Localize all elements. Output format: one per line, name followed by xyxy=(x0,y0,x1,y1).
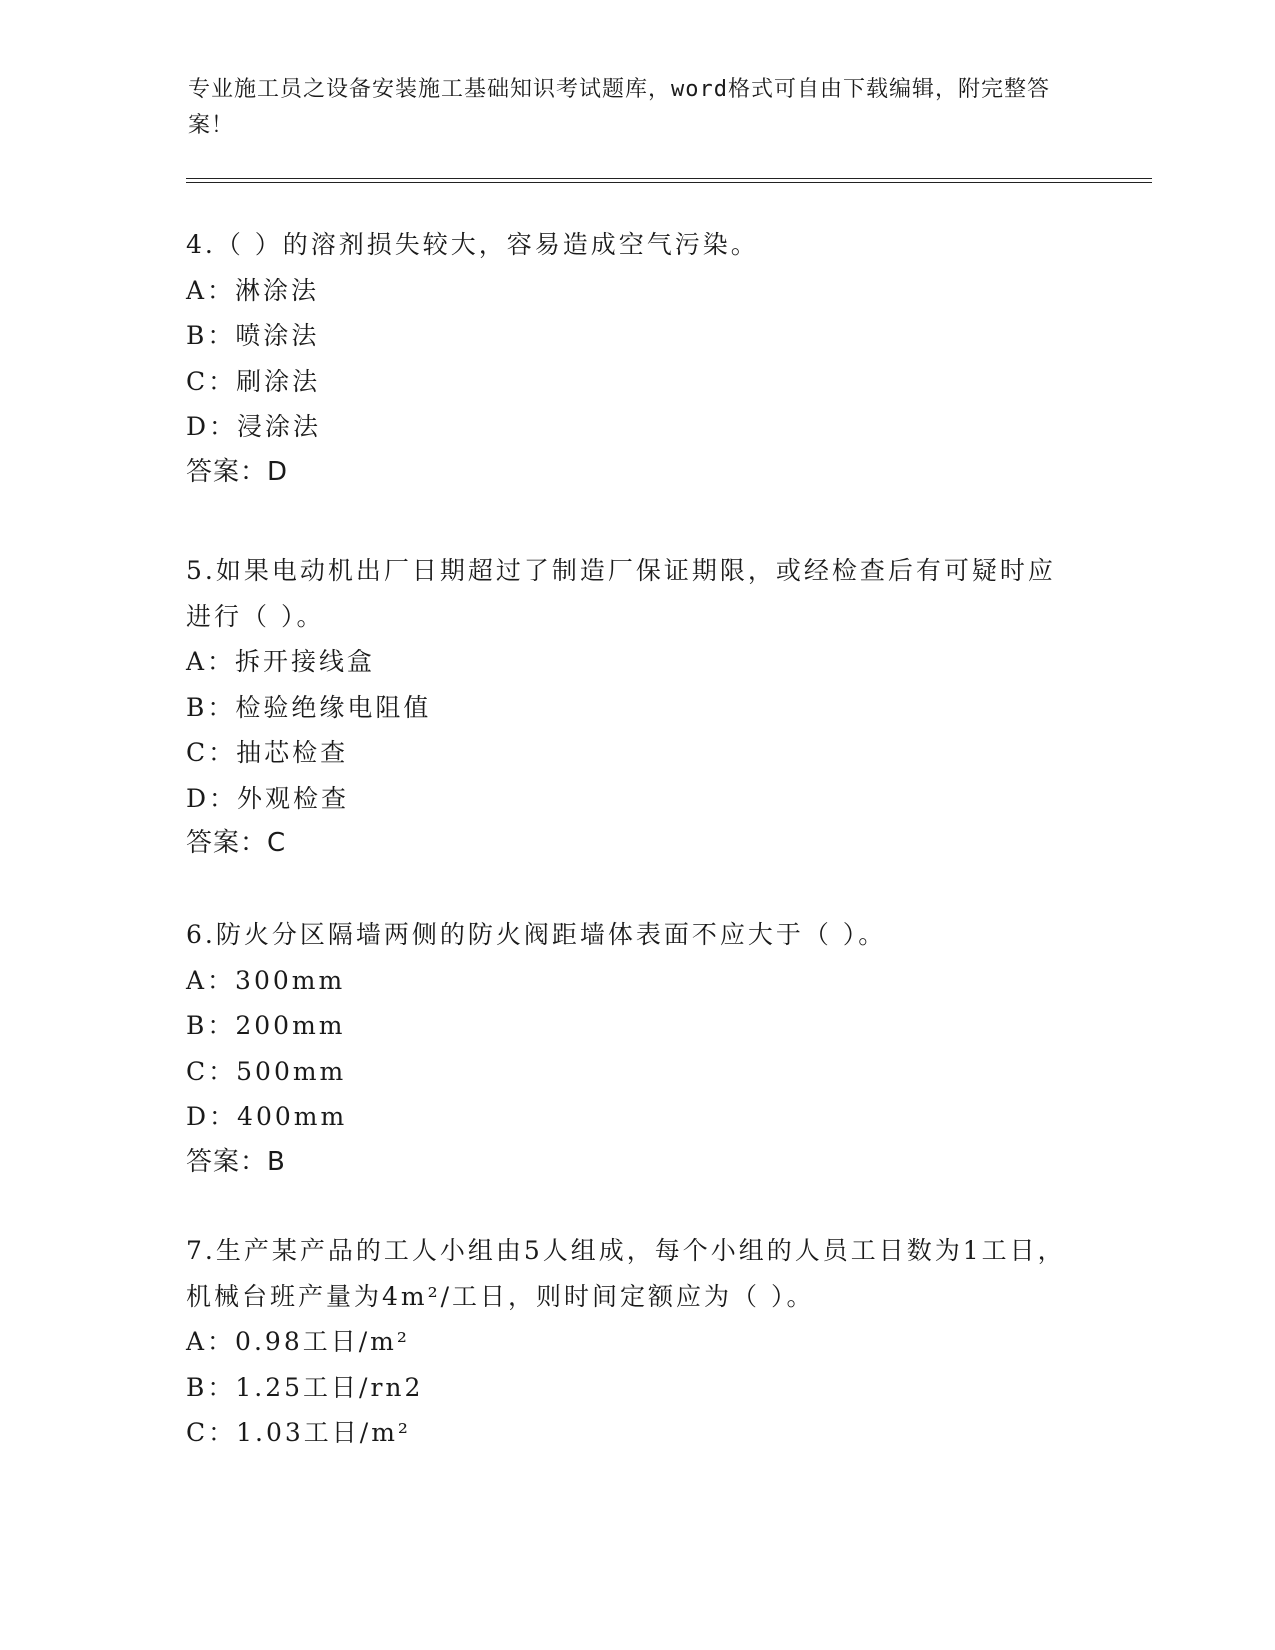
option-c: C：500mm xyxy=(186,1056,347,1086)
question-4 xyxy=(186,222,1086,495)
option-a: A：拆开接线盒 xyxy=(186,647,376,676)
option-c: C：1.03工日/m² xyxy=(186,1418,411,1447)
option-a: A：300mm xyxy=(186,965,346,995)
answer-label: 答案：C xyxy=(186,828,287,858)
question-7 xyxy=(186,1228,1086,1456)
header-divider xyxy=(186,178,1152,183)
option-b: B：检验绝缘电阻值 xyxy=(186,692,432,722)
answer-label: 答案：D xyxy=(186,456,289,487)
question-stem: 7.生产某产品的工人小组由5人组成，每个小组的人员工日数为1工日，机械台班产量为4m²/工日，则时间定额应为（ ）。 xyxy=(186,1236,1066,1311)
document-header: 专业施工员之设备安装施工基础知识考试题库，word格式可自由下载编辑，附完整答案！ xyxy=(188,77,1050,138)
option-b: B：200mm xyxy=(186,1011,346,1040)
question-5 xyxy=(186,548,1086,867)
question-stem: 6.防火分区隔墙两侧的防火阀距墙体表面不应大于（ ）。 xyxy=(186,920,887,949)
question-stem: 4.（ ）的溶剂损失较大，容易造成空气污染。 xyxy=(186,230,759,259)
option-b: B：1.25工日/rn2 xyxy=(186,1372,424,1402)
option-a: A：0.98工日/m² xyxy=(186,1327,410,1356)
option-d: D：400mm xyxy=(186,1102,348,1131)
option-d: D：浸涂法 xyxy=(186,412,322,441)
option-c: C：刷涂法 xyxy=(186,366,321,396)
question-stem: 5.如果电动机出厂日期超过了制造厂保证期限，或经检查后有可疑时应进行（ ）。 xyxy=(186,556,1056,631)
option-c: C：抽芯检查 xyxy=(186,738,349,767)
option-d: D：外观检查 xyxy=(186,783,350,813)
question-6 xyxy=(186,912,1086,1185)
answer-label: 答案：B xyxy=(186,1146,286,1177)
option-b: B：喷涂法 xyxy=(186,321,320,350)
option-a: A：淋涂法 xyxy=(186,275,320,305)
